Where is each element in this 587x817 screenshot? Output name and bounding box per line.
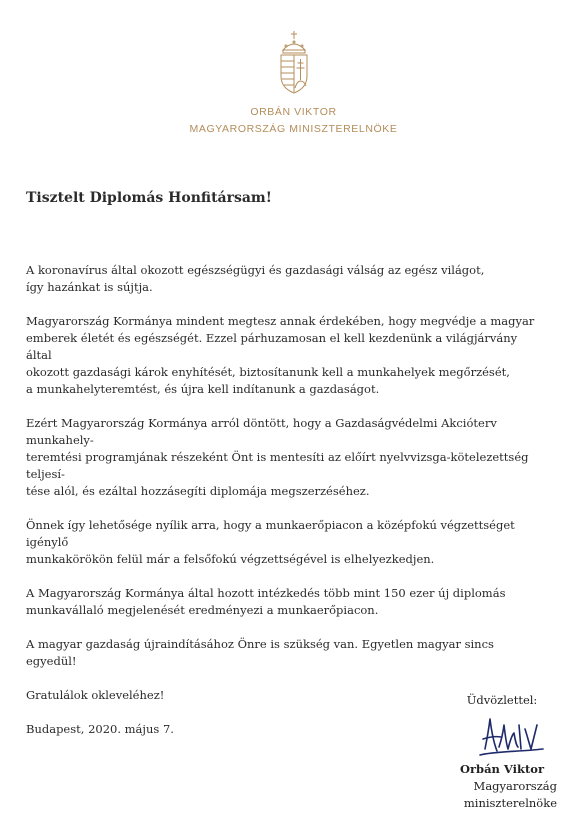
body-line: így hazánkat is sújtja. [26, 280, 153, 294]
paragraph-3 [26, 415, 546, 500]
letter-body [26, 262, 546, 755]
salutation: Tisztelt Diplomás Honfitársam! [26, 190, 272, 206]
body-line: okozott gazdasági károk enyhítését, biztosítanunk kell a munkahelyek megőrzését, [26, 365, 510, 379]
body-line: A Magyarország Kormánya által hozott intézkedés több mint 150 ezer új diplomás [26, 586, 506, 600]
body-line: emberek életét és egészségét. Ezzel párhuzamosan el kell kezdenünk a világjárvány által [26, 331, 518, 362]
sender-name: ORBÁN VIKTOR [250, 106, 337, 118]
body-line: munkavállaló megjelenését eredményezi a munkaerőpiacon. [26, 603, 379, 617]
paragraph-4 [26, 517, 546, 568]
body-line: A magyar gazdaság újraindításához Önre is szükség van. Egyetlen magyar sincs egyedül! [26, 637, 494, 668]
body-line: Ezért Magyarország Kormánya arról döntött, hogy a Gazdaságvédelmi Akcióterv munkahely- [26, 416, 497, 447]
closing-block [377, 692, 557, 812]
body-line: Magyarország Kormánya mindent megtesz annak érdekében, hogy megvédje a magyar [26, 314, 535, 328]
body-line: A koronavírus által okozott egészségügyi és gazdasági válság az egész világot, [26, 263, 485, 277]
sender-title: MAGYARORSZÁG MINISZTERELNÖKE [189, 123, 398, 135]
closing-greeting: Üdvözlettel: [466, 693, 538, 707]
body-line: Budapest, 2020. május 7. [26, 722, 174, 736]
paragraph-6 [26, 636, 546, 670]
body-line: Önnek így lehetősége nyílik arra, hogy a munkaerőpiacon a középfokú végzettséget igénylő [26, 518, 515, 549]
paragraph-1 [26, 262, 546, 296]
body-line: teremtési programjának részeként Önt is mentesíti az előírt nyelvvizsga-kötelezettség teljesí- [26, 450, 529, 481]
body-line: Gratulálok okleveléhez! [26, 688, 165, 702]
body-line: munkakörökön felül már a felsőfokú végzettségével is elhelyezkedjen. [26, 552, 435, 566]
body-line: a munkahelyteremtést, és újra kell indítanunk a gazdaságot. [26, 382, 380, 396]
paragraph-5 [26, 585, 546, 619]
hungarian-coat-of-arms-icon [277, 30, 311, 94]
signer-title: Magyarország miniszterelnöke [463, 779, 557, 810]
signer-name: Orbán Viktor [459, 762, 545, 776]
handwritten-signature-icon [477, 711, 547, 761]
letterhead [0, 30, 587, 138]
body-line: tése alól, és ezáltal hozzásegíti diplomája megszerzéséhez. [26, 484, 370, 498]
paragraph-2 [26, 313, 546, 398]
